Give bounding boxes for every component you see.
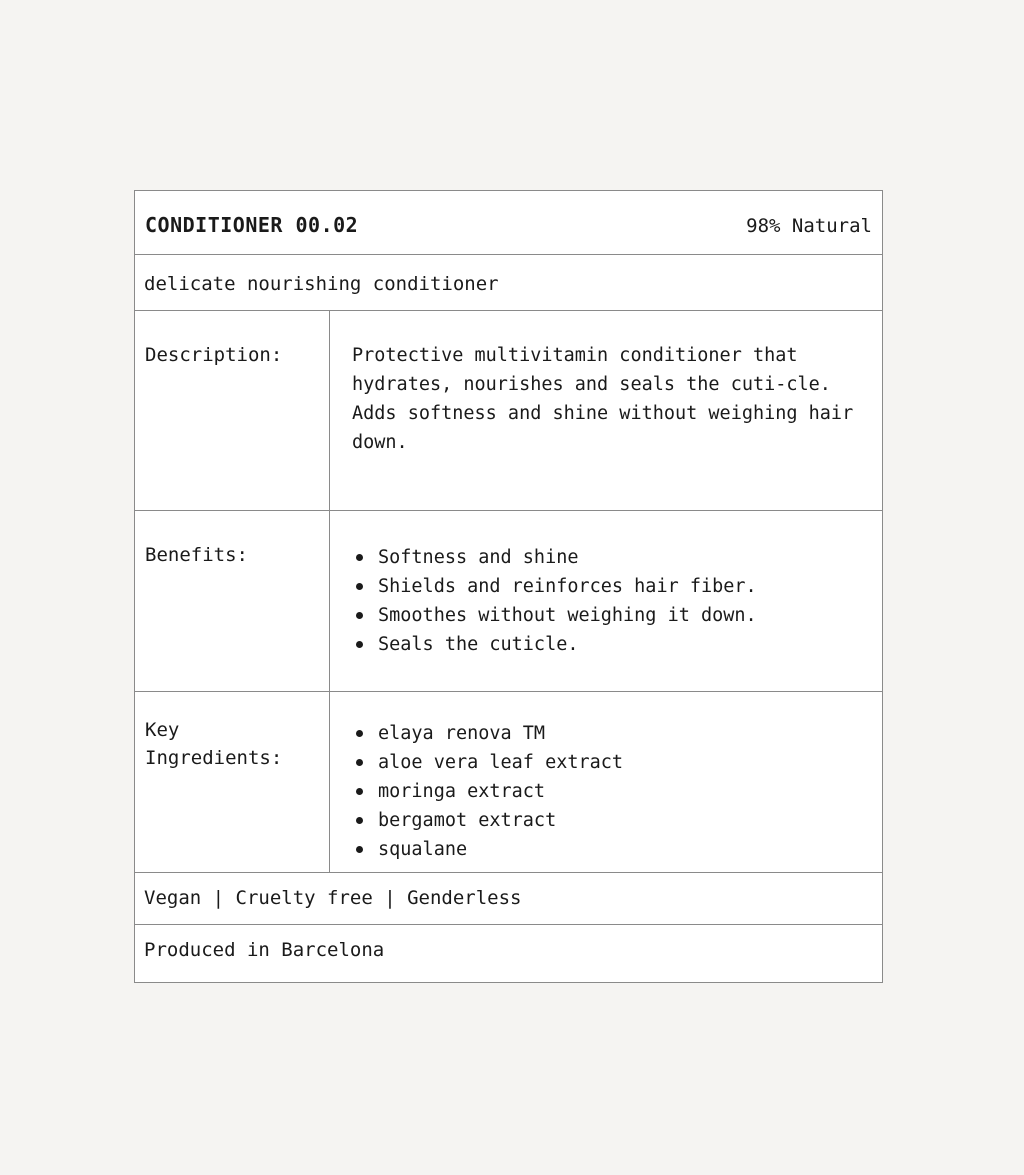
ingredients-label bbox=[145, 716, 325, 772]
list-item: Seals the cuticle. bbox=[330, 630, 757, 659]
benefits-list bbox=[330, 543, 757, 659]
product-label-card bbox=[134, 190, 883, 983]
header-row bbox=[135, 191, 882, 255]
ingredients-row bbox=[135, 692, 882, 873]
description-text: Protective multivitamin conditioner that hydrates, nourishes and seals the cuti-cle. Adds softness and shine without weighing hair down. bbox=[352, 345, 854, 453]
description-label: Description: bbox=[145, 344, 283, 366]
production-origin: Produced in Barcelona bbox=[144, 939, 385, 961]
list-item: bergamot extract bbox=[330, 806, 623, 835]
description-content-cell bbox=[330, 311, 882, 510]
ingredients-content-cell bbox=[330, 692, 882, 872]
list-item: Softness and shine bbox=[330, 543, 757, 572]
list-item: Shields and reinforces hair fiber. bbox=[330, 572, 757, 601]
benefits-content-cell bbox=[330, 511, 882, 691]
list-item: aloe vera leaf extract bbox=[330, 748, 623, 777]
list-item: squalane bbox=[330, 835, 623, 864]
ingredients-label-line2: Ingredients: bbox=[145, 747, 283, 769]
subtitle-row bbox=[135, 255, 882, 311]
ingredients-label-line1: Key bbox=[145, 719, 180, 741]
list-item: Smoothes without weighing it down. bbox=[330, 601, 757, 630]
benefits-label: Benefits: bbox=[145, 544, 248, 566]
ingredients-label-cell bbox=[135, 692, 330, 872]
description-row bbox=[135, 311, 882, 511]
product-title: CONDITIONER 00.02 bbox=[145, 213, 359, 237]
benefits-row bbox=[135, 511, 882, 692]
list-item: elaya renova TM bbox=[330, 719, 623, 748]
origin-row bbox=[135, 925, 882, 982]
description-label-cell bbox=[135, 311, 330, 510]
product-tags: Vegan | Cruelty free | Genderless bbox=[144, 887, 522, 909]
ingredients-list bbox=[330, 719, 623, 864]
benefits-label-cell bbox=[135, 511, 330, 691]
tags-row bbox=[135, 873, 882, 925]
natural-percentage: 98% Natural bbox=[746, 215, 872, 237]
product-subtitle: delicate nourishing conditioner bbox=[144, 273, 499, 295]
list-item: moringa extract bbox=[330, 777, 623, 806]
